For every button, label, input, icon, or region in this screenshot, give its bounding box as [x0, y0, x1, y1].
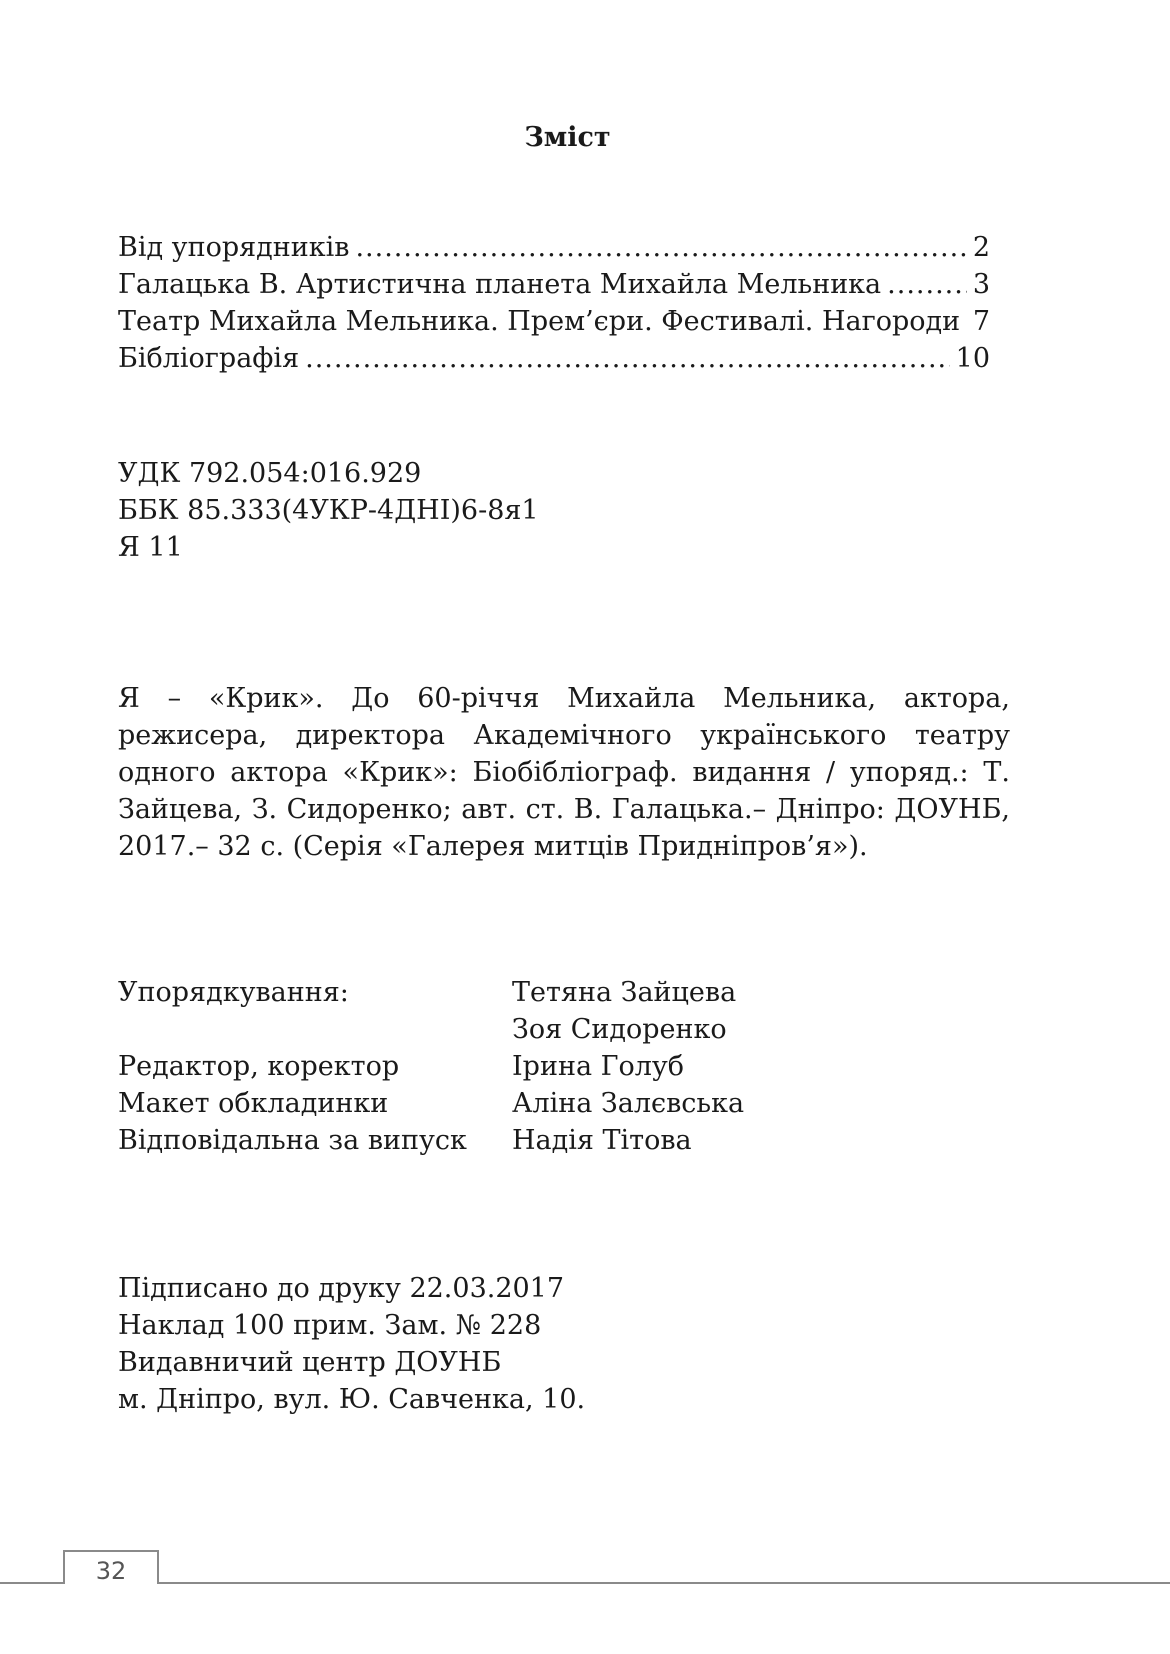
credit-value: Надія Тітова	[512, 1125, 692, 1156]
classification-codes	[118, 455, 539, 566]
toc-entry-title: Бібліографія	[118, 343, 300, 374]
credit-value: Тетяна Зайцева	[512, 977, 737, 1008]
credit-row	[118, 1122, 744, 1159]
toc-entry-title: Галацька В. Артистична планета Михайла Мельника	[118, 269, 882, 300]
toc-entry	[118, 266, 990, 303]
credit-row	[118, 1048, 744, 1085]
toc-entry	[118, 340, 990, 377]
credits	[118, 974, 744, 1159]
udk-code: УДК 792.054:016.929	[118, 458, 422, 489]
table-of-contents	[118, 229, 990, 377]
footer-rule	[0, 1582, 1170, 1584]
toc-entry-page: 2	[972, 232, 990, 263]
toc-entry	[118, 229, 990, 266]
toc-entry-title: Театр Михайла Мельника. Прем’єри. Фестивалі. Нагороди	[118, 306, 961, 337]
toc-entry-page: 3	[972, 269, 990, 300]
page-title: Зміст	[524, 122, 611, 153]
imprint-line: м. Дніпро, вул. Ю. Савченка, 10.	[118, 1384, 586, 1415]
toc-entry-page: 10	[955, 343, 990, 374]
imprint-line: Підписано до друку 22.03.2017	[118, 1273, 565, 1304]
credit-label: Відповідальна за випуск	[118, 1125, 467, 1156]
bibliographic-description: Я – «Крик». До 60-річчя Михайла Мельника, актора, режисера, директора Академічного українського театру одного актора «Крик»: Біобібліограф. видання / упоряд.: Т. Зайцева, З. Сидоренко; авт. ст. В. Галацька.– Дніпро: ДОУНБ, 2017.– 32 с. (Серія «Галерея митців Придніпров’я»).	[118, 683, 1010, 862]
credit-label: Редактор, коректор	[118, 1051, 400, 1082]
imprint-line: Наклад 100 прим. Зам. № 228	[118, 1310, 542, 1341]
credit-value: Зоя Сидоренко	[512, 1014, 727, 1045]
toc-dot-leader	[355, 229, 966, 266]
page-number: 32	[63, 1550, 159, 1584]
toc-entry-title: Від упорядників	[118, 232, 350, 263]
credit-row	[118, 974, 744, 1011]
author-sign: Я 11	[118, 532, 183, 563]
credit-label: Макет обкладинки	[118, 1088, 389, 1119]
imprint-line: Видавничий центр ДОУНБ	[118, 1347, 502, 1378]
credit-value: Аліна Залєвська	[512, 1088, 745, 1119]
toc-entry	[118, 303, 990, 340]
credit-row	[118, 1011, 744, 1048]
toc-dot-leader	[887, 266, 967, 303]
credit-value: Ірина Голуб	[512, 1051, 685, 1082]
credit-row	[118, 1085, 744, 1122]
credit-label: Упорядкування:	[118, 977, 349, 1008]
toc-dot-leader	[305, 340, 950, 377]
toc-entry-page: 7	[972, 306, 990, 337]
bbk-code: ББК 85.333(4УКР-4ДНІ)6-8я1	[118, 495, 539, 526]
credit-label	[118, 1011, 512, 1048]
imprint	[118, 1270, 585, 1418]
